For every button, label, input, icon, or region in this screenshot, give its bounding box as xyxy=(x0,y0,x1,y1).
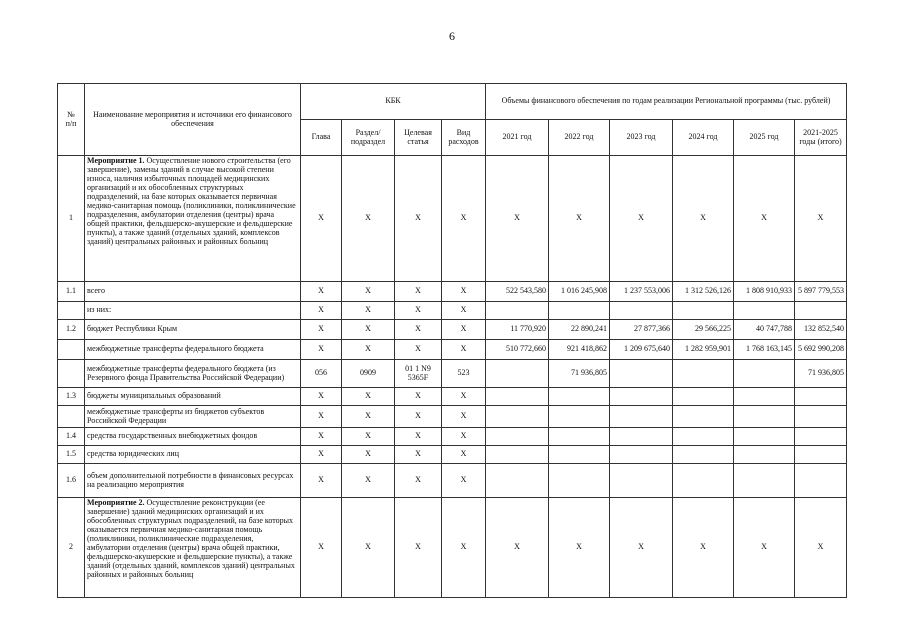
table-cell: X xyxy=(342,406,395,428)
table-cell xyxy=(795,406,847,428)
table-row xyxy=(58,464,847,498)
table-cell: X xyxy=(795,498,847,598)
row-name: из них: xyxy=(85,302,301,320)
table-cell: X xyxy=(395,302,442,320)
table-cell xyxy=(610,406,673,428)
table-cell: X xyxy=(486,498,549,598)
table-cell: 1 237 553,006 xyxy=(610,282,673,302)
table-cell: 056 xyxy=(301,360,342,388)
table-cell: 522 543,580 xyxy=(486,282,549,302)
table-cell: 22 890,241 xyxy=(549,320,610,340)
table-cell: X xyxy=(301,428,342,446)
table-cell: X xyxy=(342,302,395,320)
table-cell xyxy=(673,446,734,464)
header-glava: Глава xyxy=(301,120,342,156)
table-cell: 1 312 526,126 xyxy=(673,282,734,302)
table-cell: X xyxy=(442,340,486,360)
row-name: всего xyxy=(85,282,301,302)
table-cell xyxy=(673,388,734,406)
table-cell: X xyxy=(395,498,442,598)
table-cell xyxy=(734,446,795,464)
header-total: 2021-2025 годы (итого) xyxy=(795,120,847,156)
table-cell xyxy=(486,428,549,446)
header-2025: 2025 год xyxy=(734,120,795,156)
table-cell xyxy=(549,446,610,464)
table-cell xyxy=(734,360,795,388)
row-number xyxy=(58,406,85,428)
table-cell: 27 877,366 xyxy=(610,320,673,340)
table-cell: X xyxy=(673,156,734,282)
table-row xyxy=(58,156,847,282)
table-cell: 71 936,805 xyxy=(549,360,610,388)
table-cell xyxy=(734,428,795,446)
table-cell xyxy=(734,388,795,406)
table-cell xyxy=(610,302,673,320)
table-cell: X xyxy=(342,498,395,598)
table-cell: X xyxy=(342,464,395,498)
row-number xyxy=(58,302,85,320)
table-cell: 5 897 779,553 xyxy=(795,282,847,302)
table-cell: X xyxy=(486,156,549,282)
table-cell: 11 770,920 xyxy=(486,320,549,340)
financing-table xyxy=(57,83,847,598)
table-cell: 0909 xyxy=(342,360,395,388)
table-row xyxy=(58,406,847,428)
table-cell: X xyxy=(395,428,442,446)
row-name: межбюджетные трансферты федерального бюджета (из Резервного фонда Правительства Российской Федерации) xyxy=(85,360,301,388)
header-kbk: КБК xyxy=(301,84,486,120)
header-2021: 2021 год xyxy=(486,120,549,156)
table-row xyxy=(58,360,847,388)
table-cell xyxy=(673,406,734,428)
table-cell xyxy=(795,388,847,406)
table-row xyxy=(58,282,847,302)
table-row xyxy=(58,340,847,360)
table-cell xyxy=(549,406,610,428)
table-cell xyxy=(610,464,673,498)
table-cell xyxy=(795,446,847,464)
header-volumes: Объемы финансового обеспечения по годам реализации Региональной программы (тыс. рублей) xyxy=(486,84,847,120)
table-cell: X xyxy=(342,340,395,360)
table-cell: X xyxy=(301,156,342,282)
row-number: 1.4 xyxy=(58,428,85,446)
table-row xyxy=(58,498,847,598)
table-cell: X xyxy=(342,428,395,446)
header-tselevaya: Целевая статья xyxy=(395,120,442,156)
table-cell: X xyxy=(442,388,486,406)
row-number: 1.2 xyxy=(58,320,85,340)
table-cell xyxy=(610,388,673,406)
table-cell: X xyxy=(734,156,795,282)
table-cell xyxy=(610,446,673,464)
table-cell: 523 xyxy=(442,360,486,388)
table-cell: 921 418,862 xyxy=(549,340,610,360)
table-cell: X xyxy=(342,282,395,302)
table-cell xyxy=(549,464,610,498)
table-cell: 1 808 910,933 xyxy=(734,282,795,302)
table-cell xyxy=(610,360,673,388)
table-row xyxy=(58,388,847,406)
table-cell xyxy=(549,302,610,320)
table-cell: X xyxy=(301,446,342,464)
page-number: 6 xyxy=(449,29,455,43)
header-2024: 2024 год xyxy=(673,120,734,156)
table-cell xyxy=(673,464,734,498)
table-cell: X xyxy=(301,282,342,302)
header-2023: 2023 год xyxy=(610,120,673,156)
header-num: № п/п xyxy=(58,84,85,156)
table-cell: 1 209 675,640 xyxy=(610,340,673,360)
table-cell: X xyxy=(442,302,486,320)
table-cell xyxy=(486,302,549,320)
measure-title: Мероприятие 2. xyxy=(87,498,145,507)
table-cell: X xyxy=(395,340,442,360)
table-cell xyxy=(734,302,795,320)
table-cell xyxy=(734,406,795,428)
table-cell: X xyxy=(442,320,486,340)
row-name: объем дополнительной потребности в финансовых ресурсах на реализацию мероприятия xyxy=(85,464,301,498)
table-cell: 29 566,225 xyxy=(673,320,734,340)
table-cell: X xyxy=(395,320,442,340)
table-cell: X xyxy=(301,498,342,598)
table-cell xyxy=(795,302,847,320)
table-cell: X xyxy=(549,156,610,282)
row-number: 1.5 xyxy=(58,446,85,464)
table-cell xyxy=(486,446,549,464)
table-cell: X xyxy=(442,156,486,282)
table-cell: 71 936,805 xyxy=(795,360,847,388)
table-row xyxy=(58,302,847,320)
table-cell: X xyxy=(342,446,395,464)
row-number: 1.1 xyxy=(58,282,85,302)
table-cell xyxy=(486,360,549,388)
table-cell: X xyxy=(395,388,442,406)
row-name: Мероприятие 2. Осуществление реконструкции (ее завершение) зданий медицинских организаций и их обособленных структурных подразделений, на базе которых оказывается первичная медико-санитарная помощь (поликлиники, поликлинические подразделения, амбулатории отделения (центры) врача общей практики, фельдшерско-акушерские и фельдшерские пункты), а также зданий (отдельных зданий, комплексов зданий) центральных районных и районных больниц xyxy=(85,498,301,598)
table-cell: 1 282 959,901 xyxy=(673,340,734,360)
table-cell: 01 1 N9 5365F xyxy=(395,360,442,388)
table-cell: X xyxy=(301,302,342,320)
table-cell xyxy=(549,428,610,446)
table-cell: X xyxy=(395,406,442,428)
table-cell xyxy=(795,464,847,498)
header-row-1 xyxy=(58,84,847,120)
table-cell: X xyxy=(301,464,342,498)
row-name: средства государственных внебюджетных фондов xyxy=(85,428,301,446)
header-name: Наименование мероприятия и источники его финансового обеспечения xyxy=(85,84,301,156)
table-row xyxy=(58,320,847,340)
table-cell: X xyxy=(549,498,610,598)
table-cell xyxy=(673,302,734,320)
row-number: 1.3 xyxy=(58,388,85,406)
table-cell: 132 852,540 xyxy=(795,320,847,340)
table-cell: X xyxy=(301,406,342,428)
table-row xyxy=(58,428,847,446)
table-cell: X xyxy=(395,446,442,464)
table-cell: 40 747,788 xyxy=(734,320,795,340)
table-cell: X xyxy=(442,406,486,428)
table-cell: X xyxy=(342,156,395,282)
table-cell: 510 772,660 xyxy=(486,340,549,360)
row-number: 1 xyxy=(58,156,85,282)
measure-title: Мероприятие 1. xyxy=(87,156,145,165)
table-cell xyxy=(673,360,734,388)
row-number: 1.6 xyxy=(58,464,85,498)
table-row xyxy=(58,446,847,464)
row-name: бюджеты муниципальных образований xyxy=(85,388,301,406)
table-cell xyxy=(610,428,673,446)
table-cell xyxy=(734,464,795,498)
table-cell: X xyxy=(734,498,795,598)
table-cell xyxy=(549,388,610,406)
table-cell: X xyxy=(301,340,342,360)
row-number xyxy=(58,340,85,360)
table-cell: X xyxy=(442,464,486,498)
table-cell: X xyxy=(395,464,442,498)
table-cell: X xyxy=(610,498,673,598)
header-2022: 2022 год xyxy=(549,120,610,156)
table-cell: X xyxy=(673,498,734,598)
table-cell: X xyxy=(795,156,847,282)
row-number: 2 xyxy=(58,498,85,598)
table-cell: X xyxy=(442,446,486,464)
header-razdel: Раздел/ подраздел xyxy=(342,120,395,156)
table-cell xyxy=(795,428,847,446)
table-cell: X xyxy=(395,282,442,302)
table-cell: X xyxy=(301,320,342,340)
table-cell: X xyxy=(442,282,486,302)
row-name: межбюджетные трансферты федерального бюджета xyxy=(85,340,301,360)
table-cell: X xyxy=(395,156,442,282)
table-cell xyxy=(486,388,549,406)
table-cell: X xyxy=(442,498,486,598)
table-cell xyxy=(486,464,549,498)
table-cell: X xyxy=(442,428,486,446)
table-cell: X xyxy=(610,156,673,282)
row-name: средства юридических лиц xyxy=(85,446,301,464)
table-cell: 1 016 245,908 xyxy=(549,282,610,302)
header-vid: Вид расходов xyxy=(442,120,486,156)
table-cell: X xyxy=(342,320,395,340)
row-name: бюджет Республики Крым xyxy=(85,320,301,340)
row-name: Мероприятие 1. Осуществление нового строительства (его завершение), замены зданий в случае высокой степени износа, наличия избыточных площадей медицинских организаций и их обособленных структурных подразделений, на базе которых оказывается первичная медико-санитарная помощь (поликлиники, поликлинические подразделения, амбулатории отделения (центры) врача общей практики, фельдшерско-акушерские и фельдшерские пункты), а также зданий (отдельных зданий, комплексов зданий) центральных районных и районных больниц xyxy=(85,156,301,282)
row-number xyxy=(58,360,85,388)
row-name: межбюджетные трансферты из бюджетов субъектов Российской Федерации xyxy=(85,406,301,428)
table-cell xyxy=(673,428,734,446)
table-cell: 1 768 163,145 xyxy=(734,340,795,360)
table-cell: X xyxy=(342,388,395,406)
table-cell xyxy=(486,406,549,428)
table-cell: 5 692 990,208 xyxy=(795,340,847,360)
table-cell: X xyxy=(301,388,342,406)
